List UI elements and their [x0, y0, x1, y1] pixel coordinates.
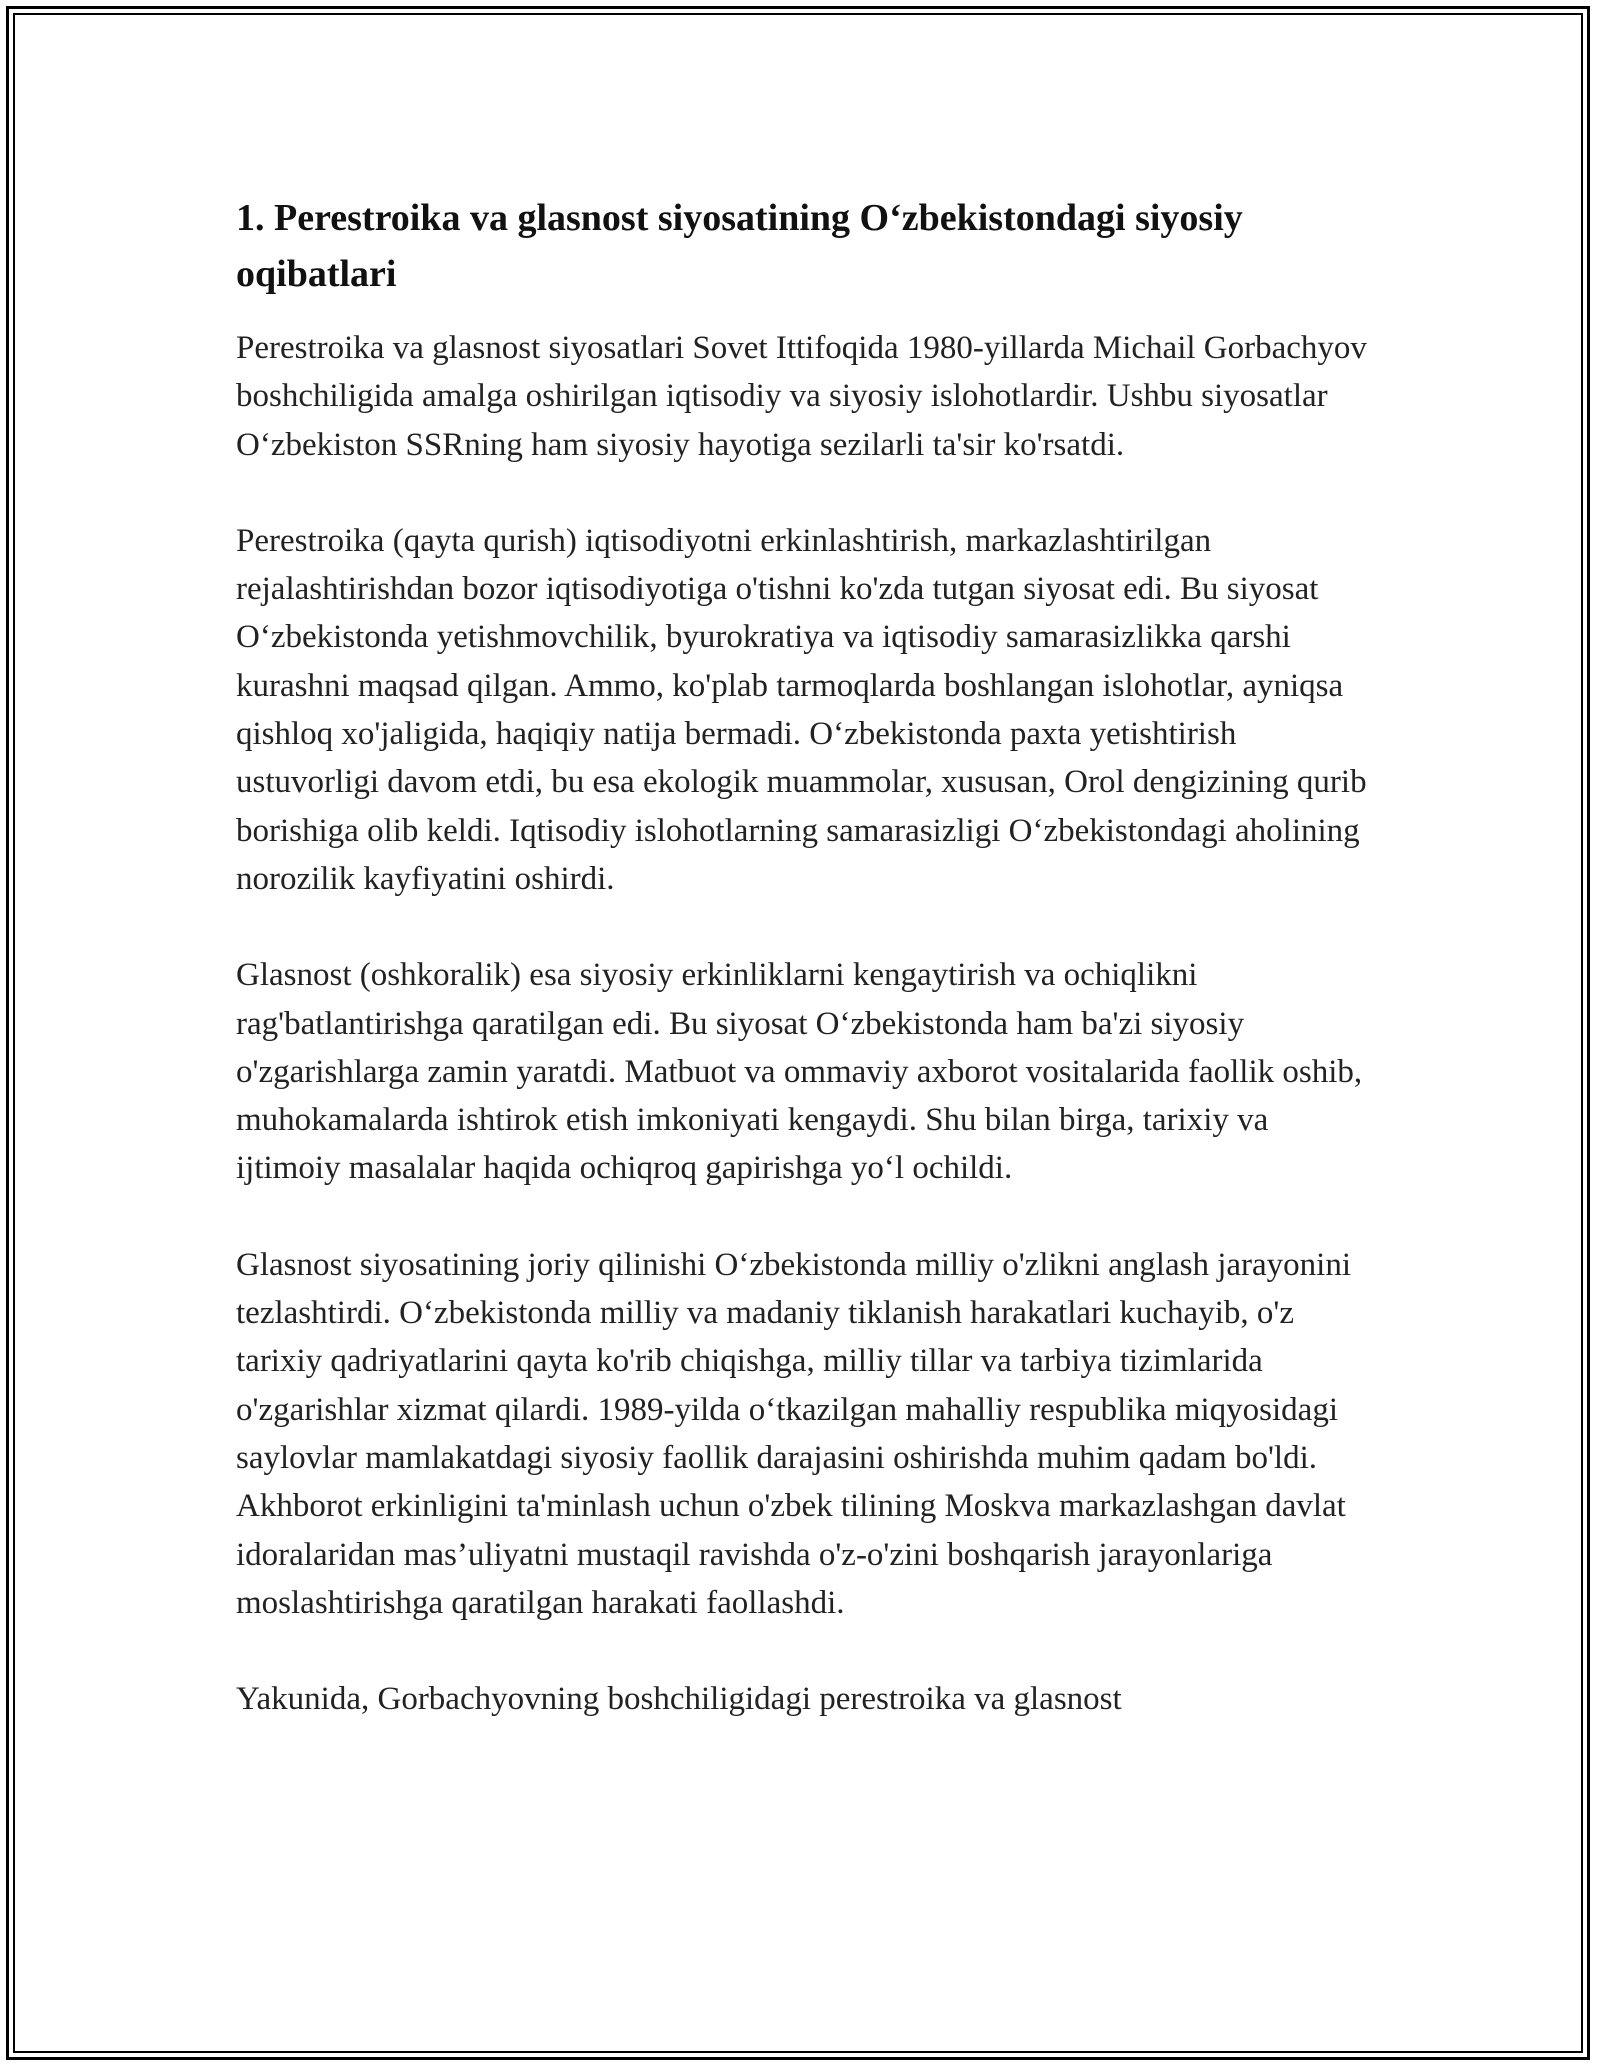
paragraph-national-identity: Glasnost siyosatining joriy qilinishi O‘zbekistonda milliy o'zlikni anglash jarayonini tezlashtirdi. O‘zbekistonda milliy va madaniy tiklanish harakatlari kuchayib, o'z tarixiy qadriyatlarini qayta ko'rib chiqishga, milliy tillar va tarbiya tizimlarida o'zgarishlar xizmat qilardi. 1989-yilda o‘tkazilgan mahalliy respublika miqyosidagi saylovlar mamlakatdagi siyosiy faollik darajasini oshirishda muhim qadam bo'ldi. Akhborot erkinligini ta'minlash uchun o'zbek tilining Moskva markazlashgan davlat idoralaridan mas’uliyatni mustaqil ravishda o'z-o'zini boshqarish jarayonlariga moslashtirishga qaratilgan harakati faollashdi.: [236, 1246, 1351, 1621]
document-body: [236, 190, 1376, 1771]
paragraph-perestroika: Perestroika (qayta qurish) iqtisodiyotni erkinlashtirish, markazlashtirilgan rejalashtirishdan bozor iqtisodiyotiga o'tishni ko'zda tutgan siyosat edi. Bu siyosat O‘zbekistonda yetishmovchilik, byurokratiya va iqtisodiy samarasizlikka qarshi kurashni maqsad qilgan. Ammo, ko'plab tarmoqlarda boshlangan islohotlar, ayniqsa qishloq xo'jaligida, haqiqiy natija bermadi. O‘zbekistonda paxta yetishtirish ustuvorligi davom etdi, bu esa ekologik muammolar, xususan, Orol dengizining qurib borishiga olib keldi. Iqtisodiy islohotlarning samarasizligi O‘zbekistondagi aholining norozilik kayfiyatini oshirdi.: [236, 522, 1367, 897]
paragraph-conclusion: Yakunida, Gorbachyovning boshchiligidagi perestroika va glasnost: [236, 1681, 1122, 1718]
paragraph-glasnost: Glasnost (oshkoralik) esa siyosiy erkinliklarni kengaytirish va ochiqlikni rag'batlantirishga qaratilgan edi. Bu siyosat O‘zbekistonda ham ba'zi siyosiy o'zgarishlarga zamin yaratdi. Matbuot va ommaviy axborot vositalarida faollik oshib, muhokamalarda ishtirok etish imkoniyati kengaydi. Shu bilan birga, tarixiy va ijtimoiy masalalar haqida ochiqroq gapirishga yo‘l ochildi.: [236, 957, 1363, 1187]
paragraph-intro: Perestroika va glasnost siyosatlari Sovet Ittifoqida 1980-yillarda Michail Gorbachyov boshchiligida amalga oshirilgan iqtisodiy va siyosiy islohotlardir. Ushbu siyosatlar O‘zbekiston SSRning ham siyosiy hayotiga sezilarli ta'sir ko'rsatdi.: [236, 330, 1367, 463]
section-heading: 1. Perestroika va glasnost siyosatining O‘zbekistondagi siyosiy oqibatlari: [236, 197, 1243, 295]
